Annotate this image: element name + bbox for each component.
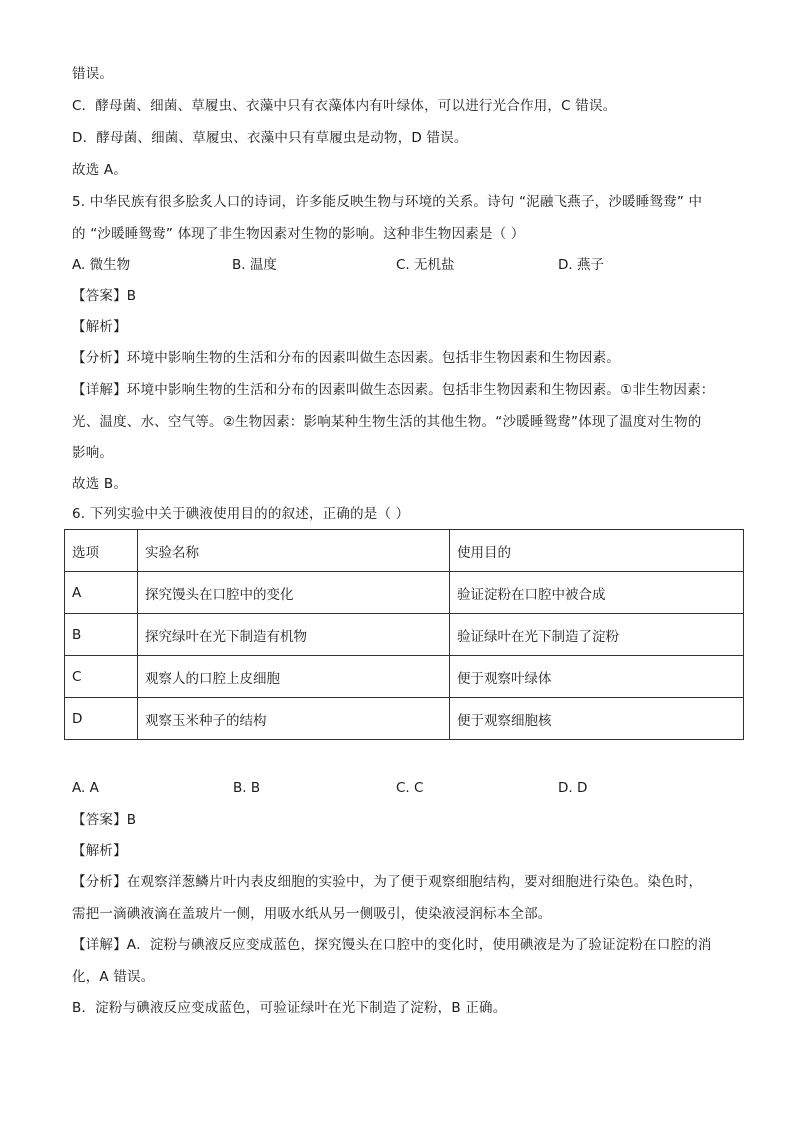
table-cell: A — [65, 572, 138, 614]
q5-xiangjie-line-1: 【详解】环境中影响生物的生活和分布的因素叫做生态因素。包括非生物因素和生物因素。①非生物因素： — [72, 382, 715, 398]
table-header-cell: 实验名称 — [138, 530, 450, 572]
table-cell: 观察人的口腔上皮细胞 — [138, 656, 450, 698]
q5-choose: 故选 B。 — [72, 476, 128, 492]
table-cell: 观察玉米种子的结构 — [138, 698, 450, 740]
q6-stem: 6. 下列实验中关于碘液使用目的的叙述，正确的是（ ） — [72, 506, 410, 522]
q6-table — [64, 529, 744, 740]
q6-option-c: C. C — [396, 780, 424, 796]
q6-fenxi-line-1: 【分析】在观察洋葱鳞片叶内表皮细胞的实验中，为了便于观察细胞结构，要对细胞进行染色。染色时， — [72, 874, 703, 890]
prev-choose-text: 故选 A。 — [72, 162, 128, 178]
q6-analysis-label: 【解析】 — [72, 843, 127, 859]
q6-xiangjie-line-1: 【详解】A．淀粉与碘液反应变成蓝色，探究馒头在口腔中的变化时，使用碘液是为了验证淀粉在口腔的消 — [72, 937, 712, 953]
q5-stem-line-2: 的 “沙暖睡鸳鸯” 体现了非生物因素对生物的影响。这种非生物因素是（ ） — [72, 226, 525, 242]
prev-option-c-explanation: C．酵母菌、细菌、草履虫、衣藻中只有衣藻体内有叶绿体，可以进行光合作用，C 错误。 — [72, 98, 617, 114]
table-row — [65, 572, 744, 614]
q6-xiangjie-line-3: B．淀粉与碘液反应变成蓝色，可验证绿叶在光下制造了淀粉，B 正确。 — [72, 1000, 507, 1016]
q5-xiangjie-line-2: 光、温度、水、空气等。②生物因素：影响某种生物生活的其他生物。“沙暖睡鸳鸯”体现了温度对生物的 — [72, 414, 702, 430]
table-cell: 便于观察叶绿体 — [450, 656, 744, 698]
table-cell: 验证绿叶在光下制造了淀粉 — [450, 614, 744, 656]
q5-analysis-label: 【解析】 — [72, 319, 127, 335]
table-cell: B — [65, 614, 138, 656]
q6-xiangjie-line-2: 化，A 错误。 — [72, 969, 155, 985]
q5-fenxi: 【分析】环境中影响生物的生活和分布的因素叫做生态因素。包括非生物因素和生物因素。 — [72, 350, 620, 366]
table-header-row — [65, 530, 744, 572]
q6-option-a: A. A — [72, 780, 99, 796]
q6-option-b: B. B — [233, 780, 261, 796]
q6-fenxi-line-2: 需把一滴碘液滴在盖玻片一侧，用吸水纸从另一侧吸引，使染液浸润标本全部。 — [72, 906, 552, 922]
q5-option-b: B. 温度 — [232, 257, 277, 273]
table-cell: 探究馒头在口腔中的变化 — [138, 572, 450, 614]
table-row — [65, 656, 744, 698]
prev-option-d-explanation: D．酵母菌、细菌、草履虫、衣藻中只有草履虫是动物，D 错误。 — [72, 130, 468, 146]
table-row — [65, 614, 744, 656]
table-cell: 便于观察细胞核 — [450, 698, 744, 740]
q5-answer: 【答案】B — [72, 288, 137, 304]
table-header-cell: 选项 — [65, 530, 138, 572]
table-header-cell: 使用目的 — [450, 530, 744, 572]
q5-option-a: A. 微生物 — [72, 257, 131, 273]
table-cell: 探究绿叶在光下制造有机物 — [138, 614, 450, 656]
q5-stem-line-1: 5. 中华民族有很多脍炙人口的诗词，许多能反映生物与环境的关系。诗句 “泥融飞燕子，沙暖睡鸳鸯” 中 — [72, 194, 703, 210]
table-cell: C — [65, 656, 138, 698]
prev-tail-text: 错误。 — [72, 66, 114, 82]
q6-option-d: D. D — [558, 780, 588, 796]
q5-xiangjie-line-3: 影响。 — [72, 445, 114, 461]
table-row — [65, 698, 744, 740]
table-cell: D — [65, 698, 138, 740]
table-cell: 验证淀粉在口腔中被合成 — [450, 572, 744, 614]
q5-option-d: D. 燕子 — [558, 257, 604, 273]
q6-answer: 【答案】B — [72, 812, 137, 828]
q5-option-c: C. 无机盐 — [396, 257, 455, 273]
